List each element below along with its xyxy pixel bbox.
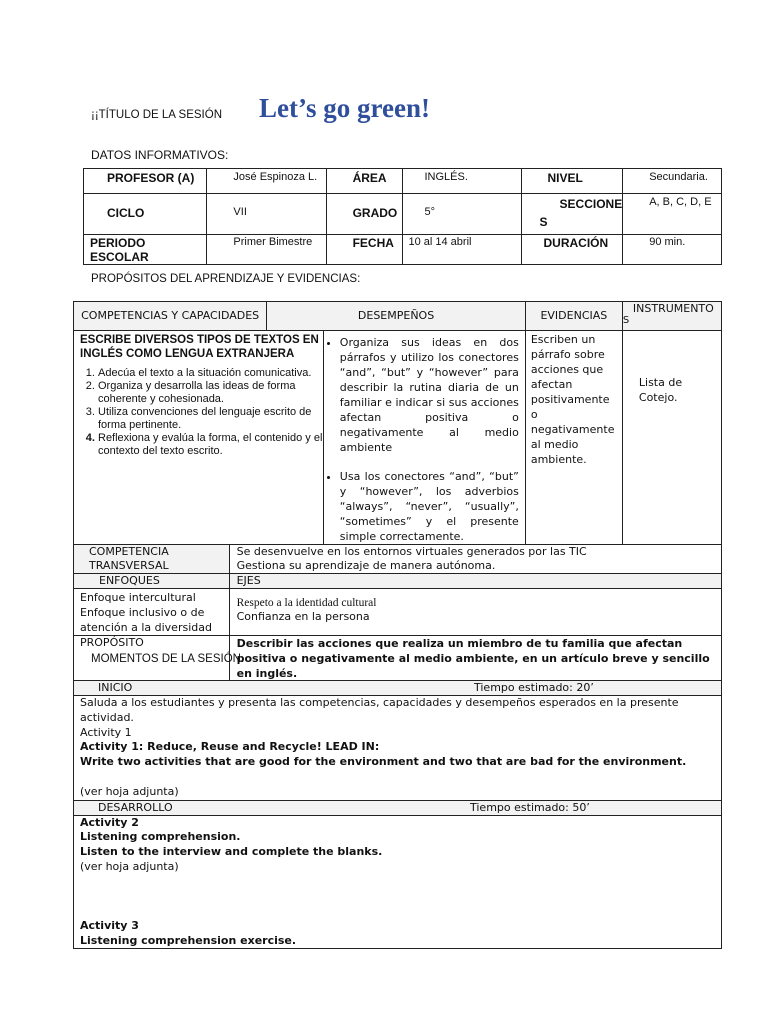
evidencias-cell xyxy=(525,331,622,545)
transversal-value-cell xyxy=(229,545,721,574)
capacidad-text: 1. Adecúa el texto a la situación comunicativa. xyxy=(98,367,312,379)
competencia-cell xyxy=(74,331,324,545)
desarrollo-bold-line: Activity 3 xyxy=(80,918,139,932)
fecha-value: 10 al 14 abril xyxy=(408,236,472,248)
inicio-bold-line: Activity 1: Reduce, Reuse and Recycle! LEAD IN: xyxy=(80,740,380,754)
profesor-label: PROFESOR (A) xyxy=(107,171,195,185)
proposito-value: Describir las acciones que realiza un miembro de tu familia que afectan positiva o negativamente al medio ambiente, en un artículo breve y sencillo en inglés. xyxy=(236,637,710,680)
desarrollo-time: Tiempo estimado: 50’ xyxy=(470,800,590,814)
ejes-value-cell xyxy=(229,589,721,636)
momentos-label: MOMENTOS DE LA SESIÓN. xyxy=(91,653,245,665)
col-evidencias-header xyxy=(525,302,622,331)
ejes-value-1: Respeto a la identidad cultural xyxy=(236,597,377,609)
inicio-bold-line: Write two activities that are good for the environment and two that are bad for the environment. xyxy=(80,755,687,769)
proposito-value-cell xyxy=(229,636,721,682)
capacidades-list xyxy=(74,367,323,458)
grado-label-cell xyxy=(326,194,403,235)
desarrollo-bold-line: Listening comprehension. xyxy=(80,830,241,844)
duracion-value: 90 min. xyxy=(649,236,686,248)
instrumento-cell xyxy=(622,331,721,545)
enfoques-value-cell xyxy=(74,589,230,636)
datos-label-colon: : xyxy=(225,148,229,162)
datos-informativos-label xyxy=(91,148,228,162)
nivel-label: NIVEL xyxy=(547,171,583,185)
duracion-label-cell xyxy=(521,235,623,265)
transversal-label: COMPETENCIA TRANSVERSAL xyxy=(89,545,169,572)
desarrollo-header xyxy=(74,800,722,815)
grado-label: GRADO xyxy=(352,206,398,220)
desempeno-text: Usa los conectores “and”, “but” y “however”, los adverbios “always”, “never”, “usually”, “sometimes” y el presente simple correctamente. xyxy=(339,470,519,543)
transversal-value-2: Gestiona su aprendizaje de manera autónoma. xyxy=(236,559,496,572)
col-desempenos-text: DESEMPEÑOS xyxy=(357,309,435,322)
profesor-value: José Espinoza L. xyxy=(233,171,318,183)
col-competencias-header xyxy=(74,302,267,331)
col-instrumento-header xyxy=(622,302,721,331)
duracion-value-cell xyxy=(623,235,722,265)
proposito-label: PROPÓSITO xyxy=(80,636,144,649)
periodo-label: PERIODO ESCOLAR xyxy=(90,236,149,264)
inicio-note: (ver hoja adjunta) xyxy=(80,784,179,798)
sesion-table xyxy=(73,680,722,949)
ciclo-value: VII xyxy=(233,206,247,218)
transversal-label-cell xyxy=(74,545,230,574)
transversal-value-1: Se desenvuelve en los entornos virtuales generados por las TIC xyxy=(236,545,587,558)
ciclo-label: CICLO xyxy=(107,206,145,220)
competencias-table xyxy=(73,301,722,682)
periodo-value: Primer Bimestre xyxy=(233,236,313,248)
inicio-body xyxy=(74,696,722,801)
desarrollo-label: DESARROLLO xyxy=(98,800,173,814)
secciones-label-2: S xyxy=(539,215,548,229)
capacidad-text: 3. Utiliza convenciones del lenguaje escrito de forma pertinente. xyxy=(98,406,312,431)
enfoques-label-cell xyxy=(74,574,230,589)
competencia-title: ESCRIBE DIVERSOS TIPOS DE TEXTOS EN INGLÉS COMO LENGUA EXTRANJERA xyxy=(80,334,319,360)
grado-value-cell xyxy=(403,194,521,235)
col-competencias-text: COMPETENCIAS Y CAPACIDADES xyxy=(81,309,260,322)
profesor-value-cell xyxy=(207,169,326,194)
inicio-line: Saluda a los estudiantes y presenta las competencias, capacidades y desempeños esperados en la presente actividad. xyxy=(80,696,679,724)
area-label: ÁREA xyxy=(352,171,387,185)
info-table xyxy=(83,168,722,265)
inicio-time: Tiempo estimado: 20’ xyxy=(474,681,594,694)
periodo-label-cell xyxy=(84,235,207,265)
ejes-label: EJES xyxy=(236,574,261,587)
enfoques-label: ENFOQUES xyxy=(99,574,160,587)
col-instrumento-text-2: S xyxy=(622,315,630,326)
secciones-value-cell xyxy=(623,194,722,235)
inicio-label: INICIO xyxy=(98,681,133,694)
desarrollo-bold-line: Activity 2 xyxy=(80,815,139,829)
capacidad-text: 2. Organiza y desarrolla las ideas de forma coherente y cohesionada. xyxy=(98,380,296,405)
area-label-cell xyxy=(326,169,403,194)
desempenos-list xyxy=(324,331,525,544)
instrumento-text: Lista de Cotejo. xyxy=(638,376,683,404)
col-evidencias-text: EVIDENCIAS xyxy=(540,309,608,322)
desempenos-cell xyxy=(323,331,525,545)
ciclo-value-cell xyxy=(207,194,326,235)
area-value: INGLÉS. xyxy=(424,171,468,183)
desarrollo-body xyxy=(74,815,722,949)
nivel-label-cell xyxy=(521,169,623,194)
ciclo-label-cell xyxy=(84,194,207,235)
enfoques-value: Enfoque intercultural Enfoque inclusivo o de atención a la diversidad xyxy=(80,591,212,634)
grado-value: 5° xyxy=(424,206,435,218)
periodo-value-cell xyxy=(207,235,326,265)
secciones-label-1: SECCIONE xyxy=(559,197,623,211)
desarrollo-bold-line: Listen to the interview and complete the blanks. xyxy=(80,845,383,859)
evidencias-text: Escriben un párrafo sobre acciones que afectan positivamente o negativamente al medio ambiente. xyxy=(530,333,615,466)
inicio-header xyxy=(74,681,722,696)
duracion-label: DURACIÓN xyxy=(543,236,609,250)
capacidad-item xyxy=(98,406,323,432)
session-title: Let’s go green! xyxy=(259,93,430,123)
desempeno-text: Organiza sus ideas en dos párrafos y utilizo los conectores “and”, “but” y “however” para describir la rutina diaria de un familiar e indicar si sus acciones afectan positiva o negativamente al medio ambiente xyxy=(339,336,519,454)
fecha-label: FECHA xyxy=(352,236,394,250)
profesor-label-cell xyxy=(84,169,207,194)
fecha-value-cell xyxy=(403,235,521,265)
propositos-label: PROPÓSITOS DEL APRENDIZAJE Y EVIDENCIAS: xyxy=(91,273,361,285)
inicio-line: Activity 1 xyxy=(80,725,132,739)
ejes-label-cell xyxy=(229,574,721,589)
capacidad-item xyxy=(98,432,323,458)
col-desempenos-header xyxy=(267,302,526,331)
capacidad-item xyxy=(98,380,323,406)
datos-label-text: DATOS INFORMATIVOS xyxy=(91,148,226,162)
nivel-value: Secundaria. xyxy=(649,171,708,183)
secciones-label-cell xyxy=(521,194,623,235)
session-title-label: ¡¡TÍTULO DE LA SESIÓN xyxy=(91,109,222,121)
desarrollo-note: (ver hoja adjunta) xyxy=(80,859,179,873)
col-instrumento-text-1: INSTRUMENTO xyxy=(632,302,714,315)
ejes-value-2: Confianza en la persona xyxy=(236,610,370,623)
capacidad-text: 4. Reflexiona y evalúa la forma, el contenido y el contexto del texto escrito. xyxy=(98,432,323,457)
nivel-value-cell xyxy=(623,169,722,194)
desarrollo-bold-line: Listening comprehension exercise. xyxy=(80,933,297,947)
fecha-label-cell xyxy=(326,235,403,265)
capacidad-item xyxy=(98,367,323,380)
desempeno-item xyxy=(340,469,519,544)
desempeno-item xyxy=(340,335,519,455)
area-value-cell xyxy=(403,169,521,194)
secciones-value: A, B, C, D, E xyxy=(649,196,712,208)
